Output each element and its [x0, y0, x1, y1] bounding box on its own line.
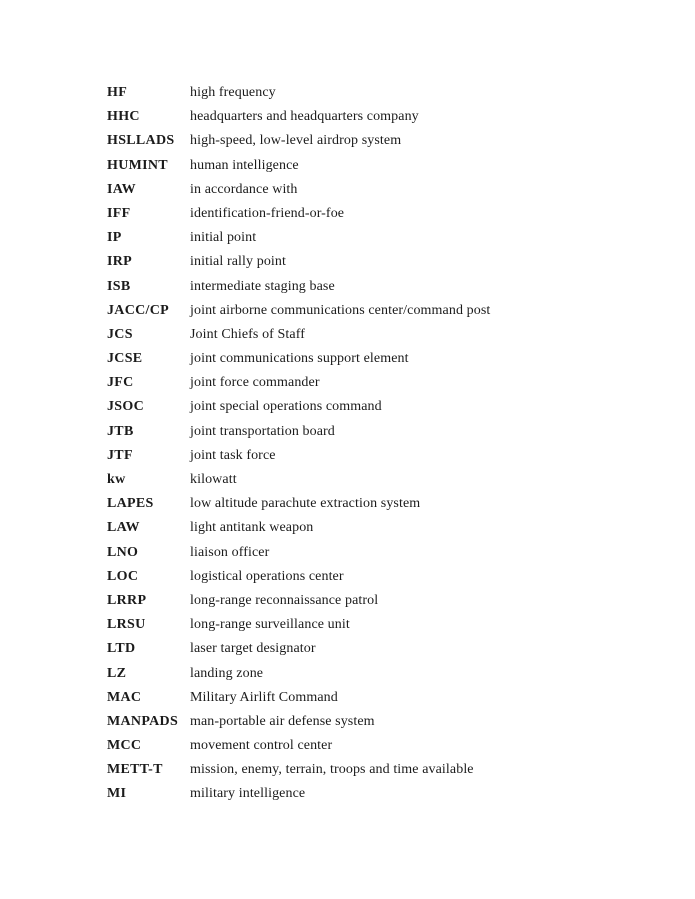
abbreviation-label: LTD: [107, 641, 136, 657]
abbreviation-label: LOC: [107, 568, 139, 584]
definition-label: joint communications support element: [190, 351, 409, 367]
definition-label: high-speed, low-level airdrop system: [190, 133, 402, 149]
definition-label: human intelligence: [190, 157, 299, 173]
definition-label: in accordance with: [190, 181, 298, 197]
abbreviation-label: LAW: [107, 520, 140, 536]
abbreviation-label: LZ: [107, 665, 127, 681]
definition-label: military intelligence: [190, 786, 306, 802]
abbreviation-label: HHC: [107, 109, 140, 125]
glossary-row: [107, 492, 675, 516]
definition-label: man-portable air defense system: [190, 713, 375, 729]
definition-label: intermediate staging base: [190, 278, 335, 294]
definition-label: joint force commander: [190, 375, 320, 391]
definition-label: landing zone: [190, 665, 264, 681]
abbreviation-label: JTB: [107, 423, 134, 439]
glossary-row: [107, 734, 675, 758]
abbreviation-label: IRP: [107, 254, 133, 270]
abbreviation-label: ISB: [107, 278, 131, 294]
definition-label: logistical operations center: [190, 568, 344, 584]
glossary-row: [107, 129, 675, 153]
abbreviation-glossary-list: [107, 81, 675, 807]
definition-label: movement control center: [190, 738, 333, 754]
definition-label: initial point: [190, 230, 257, 246]
glossary-row: [107, 347, 675, 371]
glossary-row: [107, 613, 675, 637]
abbreviation-label: IFF: [107, 205, 131, 221]
abbreviation-label: LAPES: [107, 496, 154, 512]
glossary-row: [107, 395, 675, 419]
definition-label: joint airborne communications center/command post: [190, 302, 491, 318]
glossary-row: [107, 371, 675, 395]
glossary-row: [107, 81, 675, 105]
definition-label: joint special operations command: [190, 399, 382, 415]
definition-label: headquarters and headquarters company: [190, 109, 419, 125]
definition-label: high frequency: [190, 85, 276, 100]
definition-label: kilowatt: [190, 472, 237, 487]
glossary-row: [107, 105, 675, 129]
glossary-row: [107, 420, 675, 444]
abbreviation-label: JTF: [107, 447, 133, 463]
abbreviation-label: METT-T: [107, 762, 163, 778]
glossary-row: [107, 686, 675, 710]
glossary-row: [107, 782, 675, 806]
abbreviation-label: HSLLADS: [107, 133, 175, 149]
abbreviation-label: HUMINT: [107, 157, 168, 173]
abbreviation-label: MCC: [107, 738, 142, 754]
glossary-row: [107, 299, 675, 323]
abbreviation-label: IP: [107, 230, 122, 246]
abbreviation-label: JACC/CP: [107, 302, 169, 318]
definition-label: identification-friend-or-foe: [190, 205, 345, 221]
abbreviation-label: LNO: [107, 544, 139, 560]
abbreviation-label: MI: [107, 786, 127, 802]
definition-label: low altitude parachute extraction system: [190, 496, 421, 512]
glossary-row: [107, 154, 675, 178]
abbreviation-label: JCSE: [107, 351, 143, 367]
abbreviation-label: JCS: [107, 326, 133, 342]
abbreviation-label: MANPADS: [107, 713, 179, 729]
glossary-row: [107, 468, 675, 492]
glossary-row: [107, 516, 675, 540]
abbreviation-label: JSOC: [107, 399, 144, 415]
glossary-row: [107, 565, 675, 589]
glossary-row: [107, 541, 675, 565]
definition-label: mission, enemy, terrain, troops and time available: [190, 762, 474, 778]
glossary-row: [107, 758, 675, 782]
abbreviation-label: IAW: [107, 181, 136, 197]
definition-label: initial rally point: [190, 254, 286, 270]
glossary-row: [107, 323, 675, 347]
glossary-row: [107, 637, 675, 661]
glossary-row: [107, 178, 675, 202]
abbreviation-label: JFC: [107, 375, 134, 391]
glossary-row: [107, 202, 675, 226]
definition-label: joint task force: [190, 447, 276, 463]
abbreviation-label: HF: [107, 85, 128, 100]
glossary-row: [107, 662, 675, 686]
glossary-row: [107, 444, 675, 468]
definition-label: laser target designator: [190, 641, 316, 657]
glossary-row: [107, 589, 675, 613]
glossary-row: [107, 250, 675, 274]
definition-label: light antitank weapon: [190, 520, 314, 536]
abbreviation-label: LRRP: [107, 592, 147, 608]
glossary-row: [107, 226, 675, 250]
definition-label: Military Airlift Command: [190, 689, 338, 705]
abbreviation-label: kw: [107, 472, 126, 487]
definition-label: Joint Chiefs of Staff: [190, 326, 306, 342]
definition-label: long-range reconnaissance patrol: [190, 592, 379, 608]
definition-label: joint transportation board: [190, 423, 335, 439]
definition-label: long-range surveillance unit: [190, 617, 350, 633]
glossary-row: [107, 710, 675, 734]
definition-label: liaison officer: [190, 544, 270, 560]
abbreviation-label: LRSU: [107, 617, 146, 633]
abbreviation-label: MAC: [107, 689, 142, 705]
glossary-row: [107, 275, 675, 299]
